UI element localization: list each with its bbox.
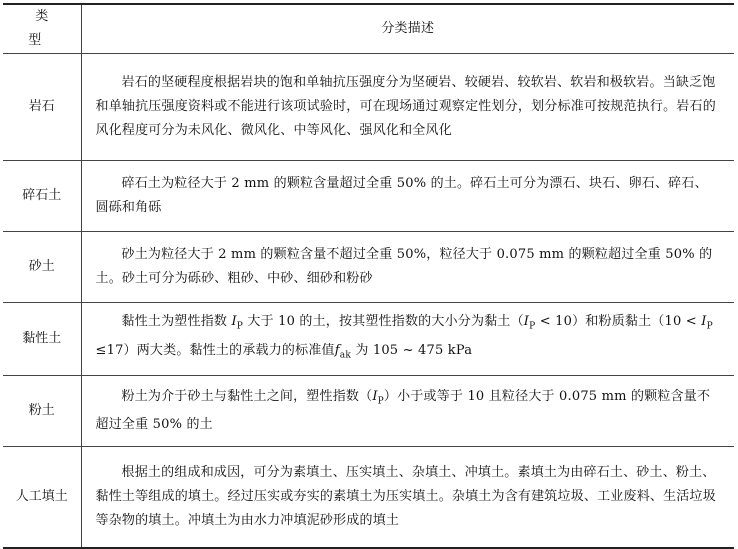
row-type-artificial-fill: 人工填土 bbox=[3, 447, 81, 549]
row-desc-silt: 粉土为介于砂土与黏性土之间，塑性指数$(I_P)$小于或等于 10 且粒径大于 0.075 mm 的颗粒含量不超过全重 50% 的土 bbox=[81, 376, 734, 447]
row-desc-sand: 砂土为粒径大于 2 mm 的颗粒含量不超过全重 50%，粒径大于 0.075 mm 的颗粒超过全重 50% 的土。砂土可分为砾砂、粗砂、中砂、细砂和粉砂 bbox=[81, 232, 734, 303]
soil-classification-table bbox=[3, 3, 734, 549]
row-desc-clay: 黏性土为塑性指数 $I_P$ 大于 10 的土，按其塑性指数的大小分为黏土$(I_P < 10)$和粉质黏土$(10 < I_P \le 17)$两大类。黏性土的承载力的标准值$f_{ak}$ 为 105 ~ 475 kPa bbox=[81, 303, 734, 376]
row-type-silt: 粉土 bbox=[3, 376, 81, 447]
row-desc-artificial-fill: 根据土的组成和成因，可分为素填土、压实填土、杂填土、冲填土。素填土为由碎石土、砂土、粉土、黏性土等组成的填土。经过压实或夯实的素填土为压实填土。杂填土为含有建筑垃圾、工业废料、生活垃圾等杂物的填土。冲填土为由水力冲填泥砂形成的填土 bbox=[81, 447, 734, 549]
table-row bbox=[3, 54, 734, 161]
header-type: 类 型 bbox=[3, 4, 81, 54]
table-header-row bbox=[3, 4, 734, 54]
table-row bbox=[3, 303, 734, 376]
row-type-sand: 砂土 bbox=[3, 232, 81, 303]
row-type-gravel-soil: 碎石土 bbox=[3, 161, 81, 232]
table-row bbox=[3, 161, 734, 232]
table-row bbox=[3, 232, 734, 303]
row-desc-rock: 岩石的坚硬程度根据岩块的饱和单轴抗压强度分为坚硬岩、较硬岩、较软岩、软岩和极软岩。当缺乏饱和单轴抗压强度资料或不能进行该项试验时，可在现场通过观察定性划分，划分标准可按规范执行。岩石的风化程度可分为未风化、微风化、中等风化、强风化和全风化 bbox=[81, 54, 734, 161]
table-row bbox=[3, 376, 734, 447]
table-row bbox=[3, 447, 734, 549]
row-type-rock: 岩石 bbox=[3, 54, 81, 161]
row-type-clay: 黏性土 bbox=[3, 303, 81, 376]
header-description: 分类描述 bbox=[81, 4, 734, 54]
row-desc-gravel-soil: 碎石土为粒径大于 2 mm 的颗粒含量超过全重 50% 的土。碎石土可分为漂石、块石、卵石、碎石、圆砾和角砾 bbox=[81, 161, 734, 232]
